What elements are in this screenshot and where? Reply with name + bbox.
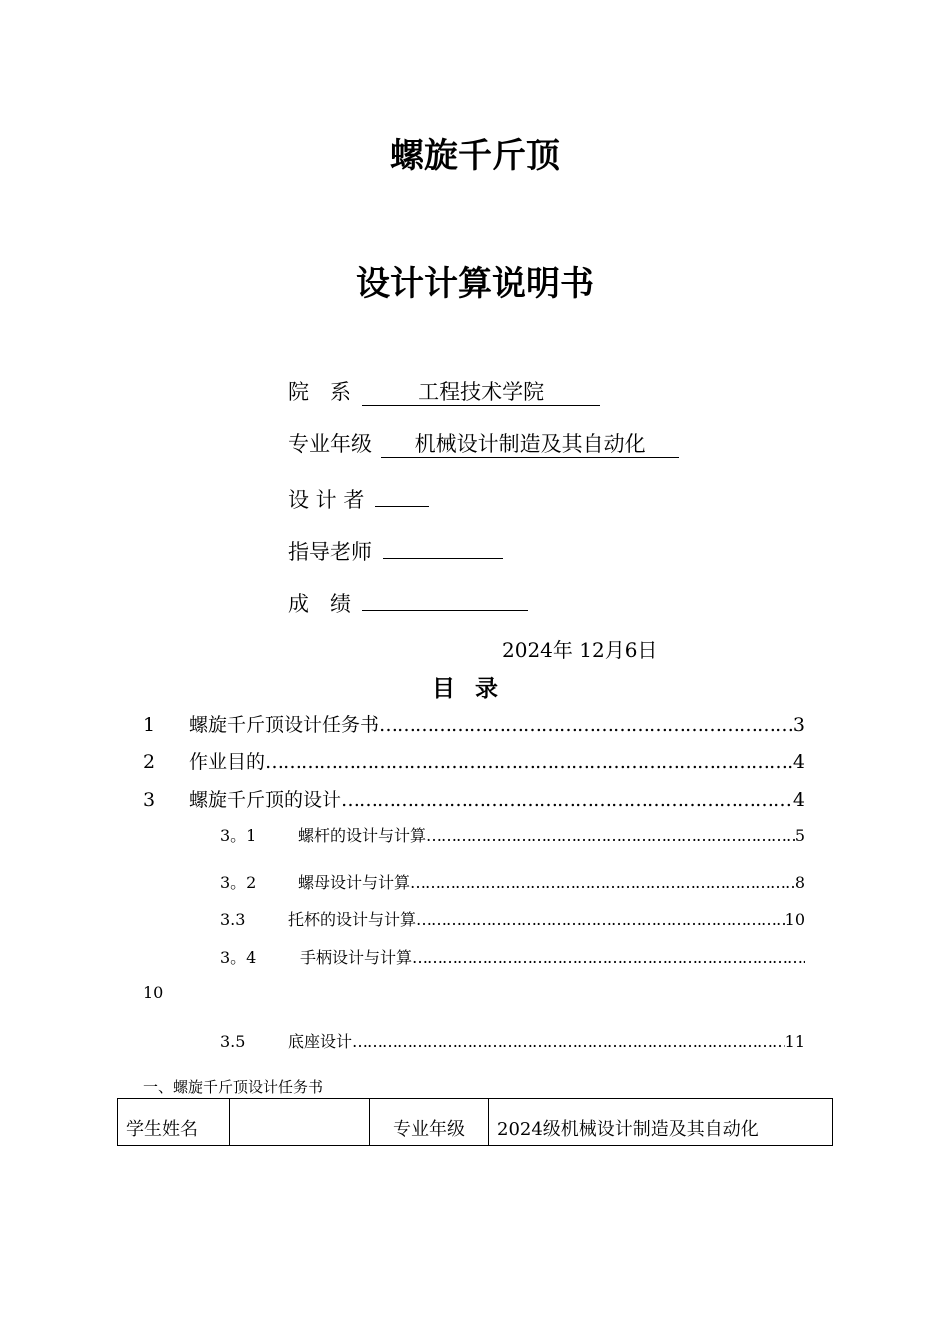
toc-leader bbox=[352, 1032, 785, 1051]
toc-entry-page: 4 bbox=[792, 751, 805, 773]
field-label: 指导老师 bbox=[288, 540, 372, 564]
toc-entry-number: 1 bbox=[143, 714, 156, 736]
toc-subentry[interactable] bbox=[220, 823, 805, 846]
toc-heading: 目录 bbox=[432, 675, 518, 702]
toc-subentry[interactable] bbox=[220, 1029, 805, 1052]
toc-entry-number: 3。2 bbox=[220, 873, 257, 892]
field-value: 工程技术学院 bbox=[362, 379, 600, 406]
section-caption: 一、螺旋千斤顶设计任务书 bbox=[143, 1078, 324, 1096]
table-cell: 学生姓名 bbox=[118, 1099, 230, 1146]
table-cell: 2024级机械设计制造及其自动化 bbox=[489, 1099, 833, 1146]
toc-subentry[interactable] bbox=[220, 945, 805, 968]
field-label: 专业年级 bbox=[288, 432, 372, 456]
toc-entry-title: 作业目的 bbox=[189, 751, 266, 773]
toc-entry-number: 3 bbox=[143, 789, 156, 811]
toc-entry-page: 10 bbox=[784, 910, 805, 929]
field-value bbox=[375, 480, 429, 507]
field-value: 机械设计制造及其自动化 bbox=[381, 431, 679, 458]
toc-entry-page: 8 bbox=[794, 873, 805, 892]
toc-entry-title: 手柄设计与计算 bbox=[300, 948, 413, 967]
toc-entry-number: 2 bbox=[143, 751, 156, 773]
toc-entry-number: 3.3 bbox=[220, 910, 246, 929]
field-department bbox=[288, 376, 600, 406]
toc-entry[interactable] bbox=[143, 785, 805, 812]
toc-entry-page: 3 bbox=[792, 714, 805, 736]
field-designer bbox=[288, 480, 429, 514]
field-value bbox=[362, 584, 528, 611]
toc-leader bbox=[412, 948, 805, 967]
toc-entry-page: 5 bbox=[794, 826, 805, 845]
toc-entry-title: 底座设计 bbox=[288, 1032, 353, 1051]
toc-leader bbox=[341, 789, 793, 811]
toc-entry-page: 11 bbox=[784, 1032, 805, 1051]
toc-entry-number: 3.5 bbox=[220, 1032, 246, 1051]
toc-entry[interactable] bbox=[143, 747, 805, 774]
toc-leader bbox=[426, 826, 795, 845]
toc-leader bbox=[410, 873, 795, 892]
table-cell: 专业年级 bbox=[370, 1099, 489, 1146]
field-label: 成 绩 bbox=[288, 592, 351, 616]
toc-entry-title: 螺旋千斤顶设计任务书 bbox=[189, 714, 380, 736]
toc-leader bbox=[379, 714, 793, 736]
field-advisor bbox=[288, 532, 503, 566]
toc-entry-page: 10 bbox=[143, 983, 164, 1002]
field-label: 院 系 bbox=[288, 380, 351, 404]
toc-entry-title: 螺母设计与计算 bbox=[298, 873, 411, 892]
field-label: 设 计 者 bbox=[288, 488, 365, 512]
toc-entry-number: 3。1 bbox=[220, 826, 257, 845]
toc-entry[interactable] bbox=[143, 710, 805, 737]
document-date: 2024年 12月6日 bbox=[502, 638, 658, 662]
toc-entry-title: 托杯的设计与计算 bbox=[288, 910, 417, 929]
info-table bbox=[117, 1098, 833, 1146]
toc-subentry[interactable] bbox=[220, 907, 805, 930]
field-grade bbox=[288, 584, 528, 618]
toc-entry-number: 3。4 bbox=[220, 948, 257, 967]
table-row bbox=[118, 1099, 833, 1146]
toc-leader bbox=[416, 910, 785, 929]
toc-entry-title: 螺杆的设计与计算 bbox=[298, 826, 427, 845]
table-cell bbox=[230, 1099, 370, 1146]
field-value bbox=[383, 532, 503, 559]
document-subtitle: 设计计算说明书 bbox=[356, 264, 594, 304]
document-title: 螺旋千斤顶 bbox=[390, 136, 560, 176]
toc-entry-page: 4 bbox=[792, 789, 805, 811]
field-major bbox=[288, 428, 679, 458]
toc-leader bbox=[265, 751, 793, 773]
toc-subentry[interactable] bbox=[220, 870, 805, 893]
toc-entry-title: 螺旋千斤顶的设计 bbox=[189, 789, 342, 811]
